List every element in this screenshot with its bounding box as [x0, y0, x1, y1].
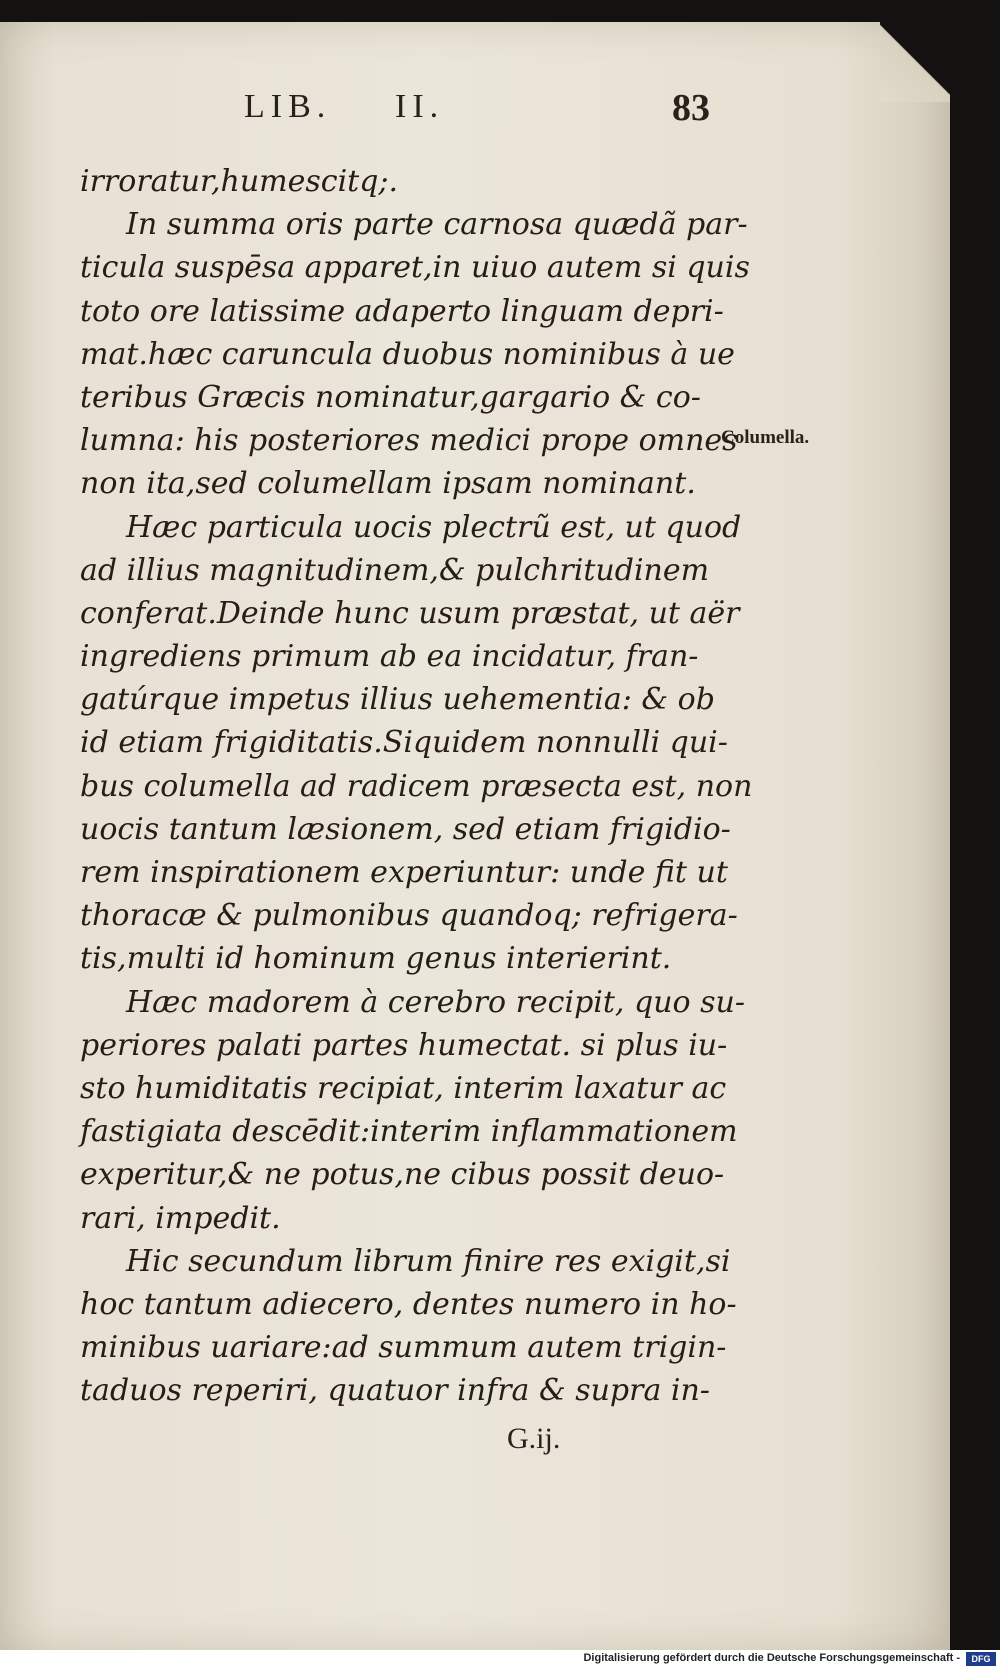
text-line: uocis tantum læsionem, sed etiam frigidio-	[80, 811, 731, 847]
text-line: minibus uariare:ad summum autem trigin-	[80, 1330, 727, 1366]
text-line: irroratur,humescitq;.	[80, 164, 399, 199]
running-head-book-label: LIB.	[244, 88, 332, 125]
text-line: ingrediens primum ab ea incidatur, fran-	[80, 639, 699, 675]
text-line: experitur,& ne potus,ne cibus possit deuo-	[80, 1157, 725, 1193]
text-line: rem inspirationem experiuntur: unde fit ut	[80, 855, 728, 890]
text-line: Hæc madorem à cerebro recipit, quo su-	[126, 984, 745, 1020]
text-line: mat.hæc caruncula duobus nominibus à ue	[80, 336, 735, 372]
text-line: gatúrque impetus illius uehementia: & ob	[80, 682, 715, 718]
text-line: taduos reperiri, quatuor infra & supra in-	[80, 1373, 710, 1409]
text-line: fastigiata descēdit:interim inflammationem	[80, 1114, 738, 1150]
dfg-logo-icon: DFG	[966, 1652, 996, 1666]
text-line: thoracæ & pulmonibus quandoq; refrigera-	[80, 898, 738, 934]
text-line: ticula suspēsa apparet,in uiuo autem si quis	[80, 250, 750, 286]
running-head-book-number: II.	[395, 88, 445, 125]
text-line: rari, impedit.	[80, 1200, 281, 1236]
running-head	[0, 84, 950, 134]
text-line: toto ore latissime adaperto linguam depri-	[80, 293, 724, 329]
text-line: ad illius magnitudinem,& pulchritudinem	[80, 552, 710, 588]
text-line: conferat.Deinde hunc usum præstat, ut aër	[80, 595, 740, 631]
text-line: lumna: his posteriores medici prope omnes	[80, 423, 738, 459]
text-line: hoc tantum adiecero, dentes numero in ho-	[80, 1286, 737, 1322]
text-line: Hic secundum librum finire res exigit,si	[126, 1243, 731, 1279]
text-line: teribus Græcis nominatur,gargario & co-	[80, 379, 701, 415]
signature-mark: G.ij.	[507, 1422, 561, 1455]
book-page	[0, 22, 950, 1650]
folio-number: 83	[672, 87, 710, 129]
body-text	[80, 160, 753, 1412]
text-line: non ita,sed columellam ipsam nominant.	[80, 466, 696, 502]
text-line: bus columella ad radicem præsecta est, non	[80, 768, 753, 804]
footer-credit: Digitalisierung gefördert durch die Deutsche Forschungsgemeinschaft -	[583, 1652, 960, 1664]
text-line: tis,multi id hominum genus interierint.	[80, 941, 672, 977]
text-line: id etiam frigiditatis.Siquidem nonnulli qui-	[80, 725, 728, 761]
text-line: sto humiditatis recipiat, interim laxatur ac	[80, 1070, 727, 1106]
marginal-note: Columella.	[721, 427, 810, 448]
text-line: In summa oris parte carnosa quædã par-	[126, 207, 748, 243]
digitization-footer	[0, 1650, 1000, 1668]
text-line: Hæc particula uocis plectrũ est, ut quod	[126, 509, 742, 545]
text-line: periores palati partes humectat. si plus iu-	[80, 1027, 728, 1063]
